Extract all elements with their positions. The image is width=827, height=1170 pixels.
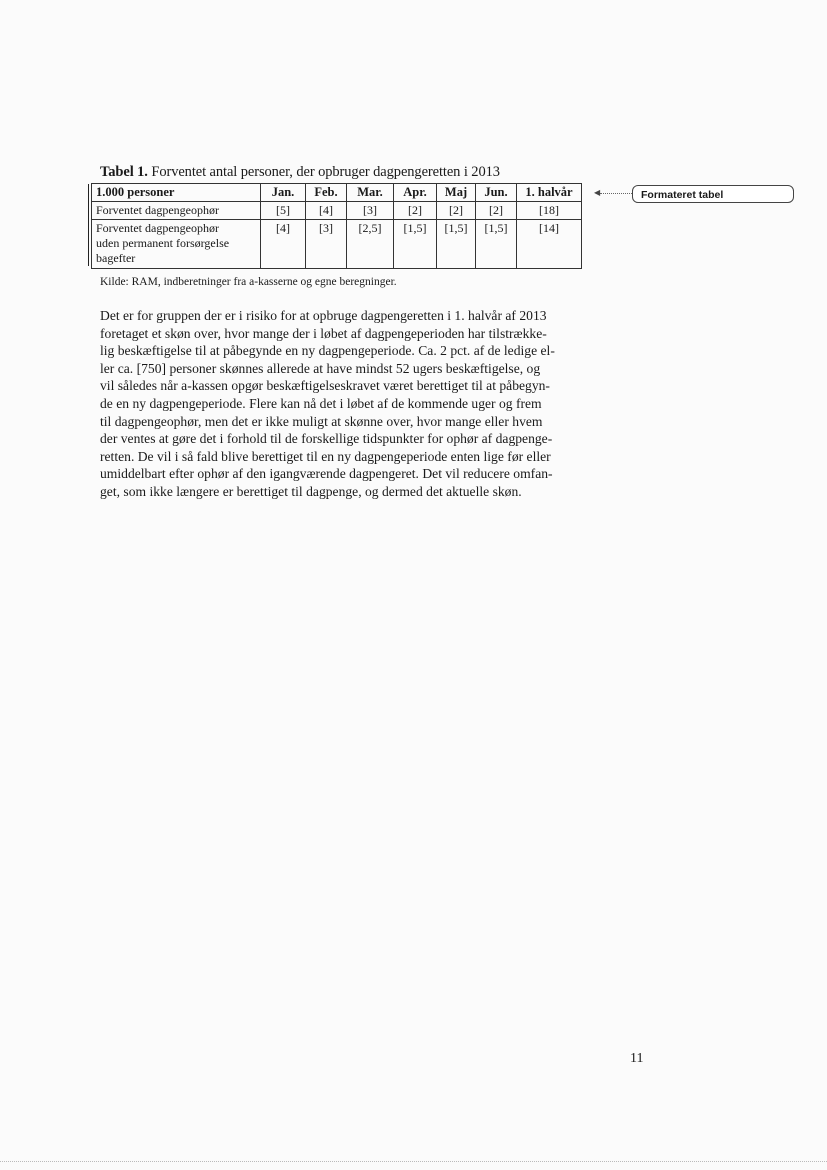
change-bar — [88, 184, 89, 266]
row-label-line: uden permanent forsørgelse — [96, 236, 230, 250]
table-cell: [3] — [306, 220, 347, 269]
table-caption-text: Forventet antal personer, der opbruger dagpengeretten i 2013 — [147, 164, 500, 180]
paragraph-line: lig beskæftigelse til at påbegynde en ny dagpengeperiode. Ca. 2 pct. af de ledige el- — [100, 343, 555, 359]
table-cell: [2] — [476, 202, 517, 220]
row-label: Forventet dagpengeophør — [92, 202, 261, 220]
paragraph-line: umiddelbart efter ophør af den igangværende dagpengeret. Det vil reducere omfan- — [100, 466, 553, 482]
paragraph-line: vil således når a-kassen opgør beskæftigelseskravet været berettiget til at påbegyn- — [100, 378, 550, 394]
header-cell: Feb. — [306, 184, 347, 202]
table-caption — [100, 164, 500, 181]
paragraph-line: retten. De vil i så fald blive berettiget til en ny dagpengeperiode enten lige før eller — [100, 448, 551, 464]
paragraph-line: til dagpengeophør, men det er ikke muligt at skønne over, hvor mange eller hvem — [100, 413, 543, 429]
paragraph-line: der ventes at gøre det i forhold til de forskellige tidspunkter for ophør af dagpenge- — [100, 431, 553, 447]
table-row — [92, 202, 582, 220]
table-caption-label: Tabel 1. — [100, 164, 148, 180]
table-cell: [2,5] — [347, 220, 394, 269]
table-cell: [3] — [347, 202, 394, 220]
header-cell: Mar. — [347, 184, 394, 202]
table-cell: [1,5] — [476, 220, 517, 269]
table-cell: [1,5] — [437, 220, 476, 269]
paragraph-line: de en ny dagpengeperiode. Flere kan nå det i løbet af de kommende uger og frem — [100, 395, 542, 411]
table-cell: [2] — [394, 202, 437, 220]
table-header-row — [92, 184, 582, 202]
header-cell: Jun. — [476, 184, 517, 202]
comment-arrow-icon: ◀ — [594, 188, 601, 197]
table-source: Kilde: RAM, indberetninger fra a-kasserne og egne beregninger. — [100, 276, 397, 288]
header-cell: Maj — [437, 184, 476, 202]
table-cell: [4] — [261, 220, 306, 269]
paragraph-line: foretaget et skøn over, hvor mange der i løbet af dagpengeperioden har tilstrække- — [100, 325, 547, 341]
row-label-line: bagefter — [96, 251, 136, 265]
data-table — [91, 183, 582, 269]
table-cell: [5] — [261, 202, 306, 220]
header-cell: Apr. — [394, 184, 437, 202]
page-number: 11 — [630, 1051, 644, 1066]
header-cell: Jan. — [261, 184, 306, 202]
body-paragraph — [100, 307, 600, 501]
paragraph-line: get, som ikke længere er berettiget til dagpenge, og dermed det aktuelle skøn. — [100, 483, 522, 499]
row-label-line: Forventet dagpengeophør — [96, 221, 219, 235]
table-row — [92, 220, 582, 269]
page-bottom-rule — [0, 1161, 827, 1162]
comment-text: Formateret tabel — [641, 189, 724, 201]
table-cell: [2] — [437, 202, 476, 220]
table-cell: [4] — [306, 202, 347, 220]
paragraph-line: ler ca. [750] personer skønnes allerede at have mindst 52 ugers beskæftigelse, og — [100, 360, 541, 376]
comment-balloon[interactable] — [632, 185, 794, 203]
header-cell: 1. halvår — [517, 184, 582, 202]
paragraph-line: Det er for gruppen der er i risiko for at opbruge dagpengeretten i 1. halvår af 2013 — [100, 308, 547, 323]
table-cell: [14] — [517, 220, 582, 269]
table-cell: [1,5] — [394, 220, 437, 269]
row-label — [92, 220, 261, 269]
table-cell: [18] — [517, 202, 582, 220]
header-cell: 1.000 personer — [92, 184, 261, 202]
comment-connector — [600, 193, 632, 194]
